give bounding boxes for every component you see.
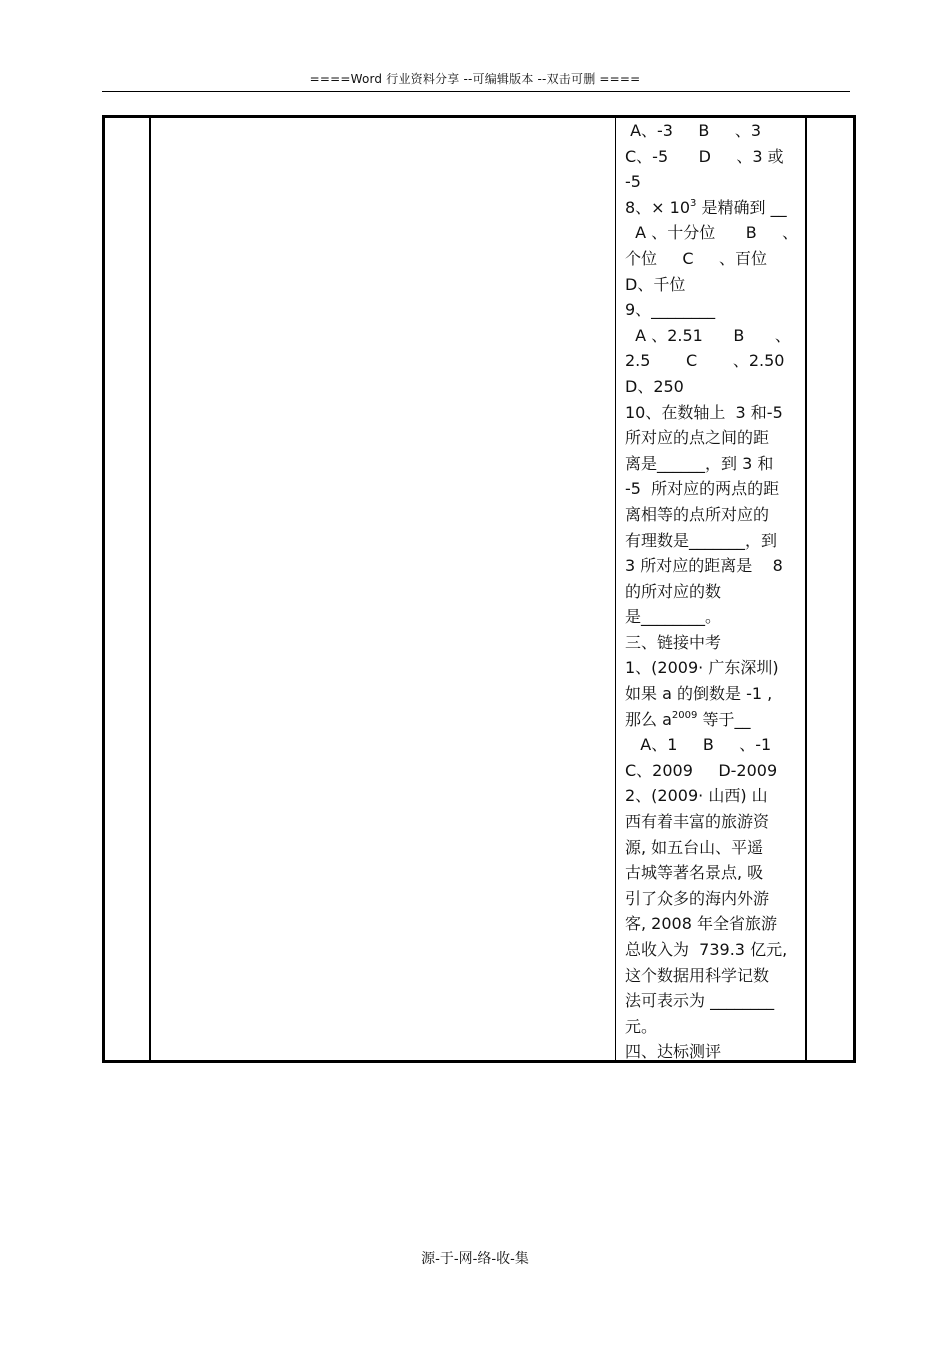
text-line: 2.5 C 、2.50	[625, 351, 785, 371]
text-line: 如果 a 的倒数是 -1 ,	[625, 684, 773, 704]
text-segment: 那么 a	[625, 709, 672, 729]
text-line: 引了众多的海内外游	[625, 888, 770, 908]
text-line: 9、________	[625, 300, 716, 320]
question-line-superscript	[625, 707, 803, 733]
text-line: 的所对应的数	[625, 581, 722, 601]
column-divider-1	[149, 118, 151, 1060]
text-line: C、2009 D-2009	[625, 760, 778, 780]
text-segment: 是精确到 __	[696, 197, 787, 217]
text-segment: 等于__	[697, 709, 751, 729]
text-line: 2、(2009· 山西) 山	[625, 786, 768, 806]
text-line: 元。	[625, 1016, 658, 1036]
page-header: ====Word 行业资料分享 --可编辑版本 --双击可删 ====	[309, 72, 641, 86]
text-line: A、1 B 、-1	[625, 735, 772, 755]
text-line: 是________。	[625, 607, 722, 627]
text-segment: 8、× 10	[625, 197, 691, 217]
header-divider	[102, 91, 850, 92]
page-footer: 源-于-网-络-收-集	[421, 1251, 529, 1267]
text-line: A 、2.51 B 、	[625, 325, 791, 345]
text-line: D、千位	[625, 274, 686, 294]
text-line: A、-3 B 、3	[625, 121, 762, 140]
section-heading: 四、达标测评	[625, 1042, 722, 1062]
column-divider-3	[805, 118, 807, 1060]
text-line: 个位 C 、百位	[625, 248, 768, 268]
text-line: 有理数是_______，到	[625, 530, 778, 550]
text-line: C、-5 D 、3 或	[625, 146, 784, 166]
text-line: 法可表示为 ________	[625, 991, 775, 1011]
text-line: 源, 如五台山、平遥	[625, 837, 764, 857]
text-line: D、250	[625, 376, 684, 396]
text-line: A 、十分位 B 、	[625, 223, 799, 243]
exercise-column	[625, 118, 803, 1065]
text-line: 客, 2008 年全省旅游	[625, 914, 777, 934]
text-line: 总收入为 739.3 亿元,	[625, 940, 788, 959]
superscript: 3	[690, 197, 697, 209]
text-line: 古城等著名景点, 吸	[625, 863, 764, 883]
text-line: 西有着丰富的旅游资	[625, 812, 770, 832]
text-line: 1、(2009· 广东深圳)	[625, 658, 779, 678]
section-heading: 三、链接中考	[625, 632, 722, 652]
superscript: 2009	[671, 709, 698, 721]
text-line: 3 所对应的距离是 8	[625, 556, 783, 576]
text-line: 10、在数轴上 3 和-5	[625, 402, 783, 422]
text-line: 离是______，到 3 和	[625, 453, 774, 473]
column-divider-2	[615, 118, 616, 1060]
text-line: 离相等的点所对应的	[625, 504, 770, 524]
text-line: -5 所对应的两点的距	[625, 479, 780, 499]
text-line: 所对应的点之间的距	[625, 428, 770, 448]
text-line: 这个数据用科学记数	[625, 965, 770, 985]
question-8-line	[625, 195, 803, 221]
text-line: -5	[625, 172, 641, 192]
